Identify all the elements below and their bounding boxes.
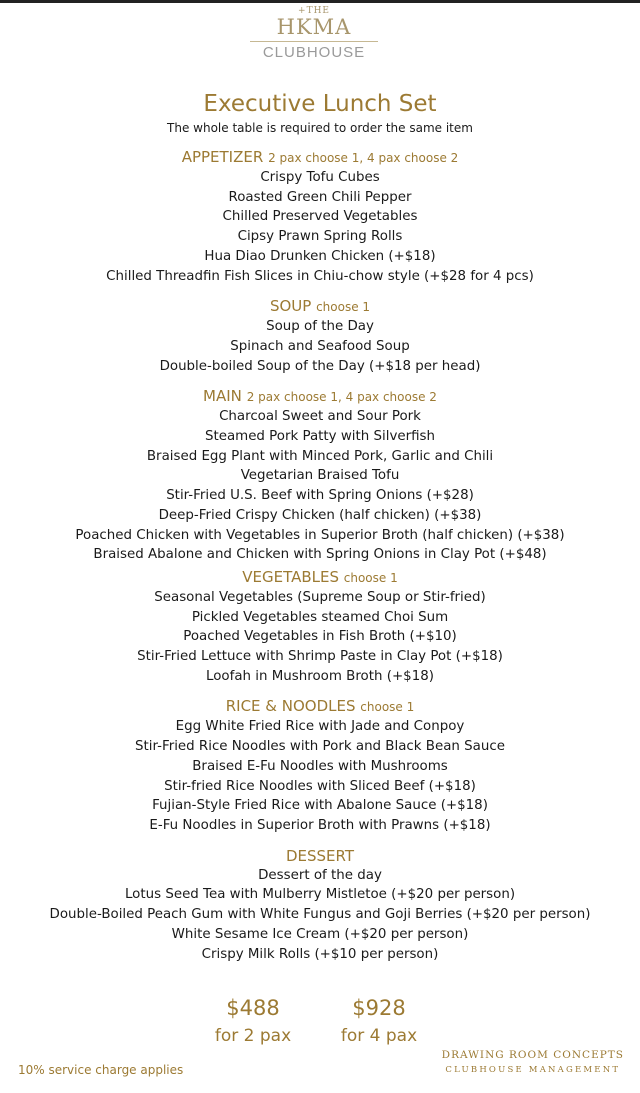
section-soup bbox=[0, 296, 640, 376]
menu-item: Braised Egg Plant with Minced Pork, Garlic and Chili bbox=[146, 448, 494, 464]
section-heading bbox=[0, 386, 640, 407]
menu-item: White Sesame Ice Cream (+$20 per person) bbox=[171, 926, 469, 942]
logo-clubhouse: CLUBHOUSE bbox=[262, 44, 366, 61]
top-border bbox=[0, 0, 640, 3]
menu-item: Chilled Preserved Vegetables bbox=[222, 209, 418, 225]
price-amount: $928 bbox=[352, 996, 406, 1020]
section-heading-label: APPETIZER bbox=[181, 148, 264, 166]
menu-item: Poached Vegetables in Fish Broth (+$10) bbox=[183, 629, 457, 645]
section-heading-label: RICE & NOODLES bbox=[225, 697, 356, 716]
management-line-1: DRAWING ROOM CONCEPTS bbox=[441, 1049, 624, 1061]
price-4-pax bbox=[314, 993, 444, 1049]
service-charge-note: 10% service charge applies bbox=[18, 1063, 184, 1077]
section-note: choose 1 bbox=[360, 700, 415, 715]
logo-the: +THE bbox=[298, 6, 330, 16]
menu-item: Lotus Seed Tea with Mulberry Mistletoe (+$20 per person) bbox=[124, 887, 516, 903]
menu-item: E-Fu Noodles in Superior Broth with Prawns (+$18) bbox=[149, 817, 491, 833]
menu-item: Pickled Vegetables steamed Choi Sum bbox=[191, 609, 449, 625]
section-note: 2 pax choose 1, 4 pax choose 2 bbox=[246, 390, 437, 405]
menu-item: Double-Boiled Peach Gum with White Fungus and Goji Berries (+$20 per person) bbox=[49, 907, 591, 923]
menu-item: Braised E-Fu Noodles with Mushrooms bbox=[192, 758, 448, 774]
section-note: choose 1 bbox=[343, 570, 398, 585]
section-dessert bbox=[0, 846, 640, 965]
menu-item: Stir-Fried U.S. Beef with Spring Onions (+$28) bbox=[166, 488, 474, 504]
menu-item: Dessert of the day bbox=[258, 867, 382, 883]
section-heading-label: VEGETABLES bbox=[242, 567, 339, 586]
section-appetizer bbox=[0, 147, 640, 286]
price-amount: $488 bbox=[226, 996, 280, 1020]
logo-brand: HKMA bbox=[276, 15, 352, 39]
section-vegetables bbox=[0, 567, 640, 687]
menu-subtitle: The whole table is required to order the same item bbox=[167, 121, 473, 135]
price-pax: for 4 pax bbox=[340, 1026, 418, 1046]
menu-item: Double-boiled Soup of the Day (+$18 per head) bbox=[159, 358, 481, 374]
menu-item: Soup of the Day bbox=[266, 319, 374, 335]
menu-item: Crispy Milk Rolls (+$10 per person) bbox=[201, 946, 439, 962]
menu-item: Loofah in Mushroom Broth (+$18) bbox=[206, 668, 434, 684]
section-heading bbox=[0, 147, 640, 168]
section-heading bbox=[0, 846, 640, 866]
menu-item: Stir-Fried Lettuce with Shrimp Paste in Clay Pot (+$18) bbox=[137, 649, 503, 665]
menu-item: Roasted Green Chili Pepper bbox=[228, 189, 412, 205]
menu-title: Executive Lunch Set bbox=[203, 91, 437, 117]
price-pax: for 2 pax bbox=[214, 1026, 292, 1046]
menu bbox=[0, 88, 640, 974]
section-note: 2 pax choose 1, 4 pax choose 2 bbox=[268, 151, 459, 165]
menu-item: Hua Diao Drunken Chicken (+$18) bbox=[204, 248, 436, 264]
menu-item: Stir-Fried Rice Noodles with Pork and Black Bean Sauce bbox=[135, 739, 505, 755]
menu-item: Crispy Tofu Cubes bbox=[260, 170, 380, 185]
menu-item: Cipsy Prawn Spring Rolls bbox=[237, 229, 403, 245]
clubhouse-logo bbox=[248, 6, 380, 62]
section-heading-label: SOUP bbox=[269, 297, 312, 316]
menu-item: Seasonal Vegetables (Supreme Soup or Stir-fried) bbox=[154, 589, 486, 605]
menu-sections bbox=[0, 147, 640, 964]
management-logo bbox=[442, 1048, 624, 1078]
menu-item: Chilled Threadfin Fish Slices in Chiu-chow style (+$28 for 4 pcs) bbox=[106, 268, 534, 284]
section-heading-label: DESSERT bbox=[285, 846, 355, 865]
menu-item: Steamed Pork Patty with Silverfish bbox=[204, 429, 436, 445]
menu-item: Braised Abalone and Chicken with Spring Onions in Clay Pot (+$48) bbox=[93, 547, 547, 563]
section-heading bbox=[0, 296, 640, 317]
menu-item: Poached Chicken with Vegetables in Superior Broth (half chicken) (+$38) bbox=[75, 527, 565, 543]
management-line-2: CLUBHOUSE MANAGEMENT bbox=[445, 1065, 621, 1075]
price-2-pax bbox=[188, 993, 318, 1049]
logo-rule bbox=[250, 41, 378, 42]
menu-item: Egg White Fried Rice with Jade and Conpoy bbox=[175, 719, 465, 735]
section-heading bbox=[0, 696, 640, 717]
section-rice-noodles bbox=[0, 696, 640, 835]
menu-item: Stir-fried Rice Noodles with Sliced Beef (+$18) bbox=[164, 778, 476, 794]
section-main bbox=[0, 386, 640, 565]
menu-item: Charcoal Sweet and Sour Pork bbox=[219, 409, 421, 425]
section-heading-label: MAIN bbox=[203, 387, 242, 406]
section-note: choose 1 bbox=[316, 300, 371, 315]
section-heading bbox=[0, 567, 640, 588]
menu-item: Deep-Fried Crispy Chicken (half chicken) (+$38) bbox=[158, 507, 482, 523]
menu-item: Spinach and Seafood Soup bbox=[230, 338, 410, 354]
menu-item: Fujian-Style Fried Rice with Abalone Sauce (+$18) bbox=[152, 798, 488, 814]
menu-item: Vegetarian Braised Tofu bbox=[240, 468, 400, 484]
